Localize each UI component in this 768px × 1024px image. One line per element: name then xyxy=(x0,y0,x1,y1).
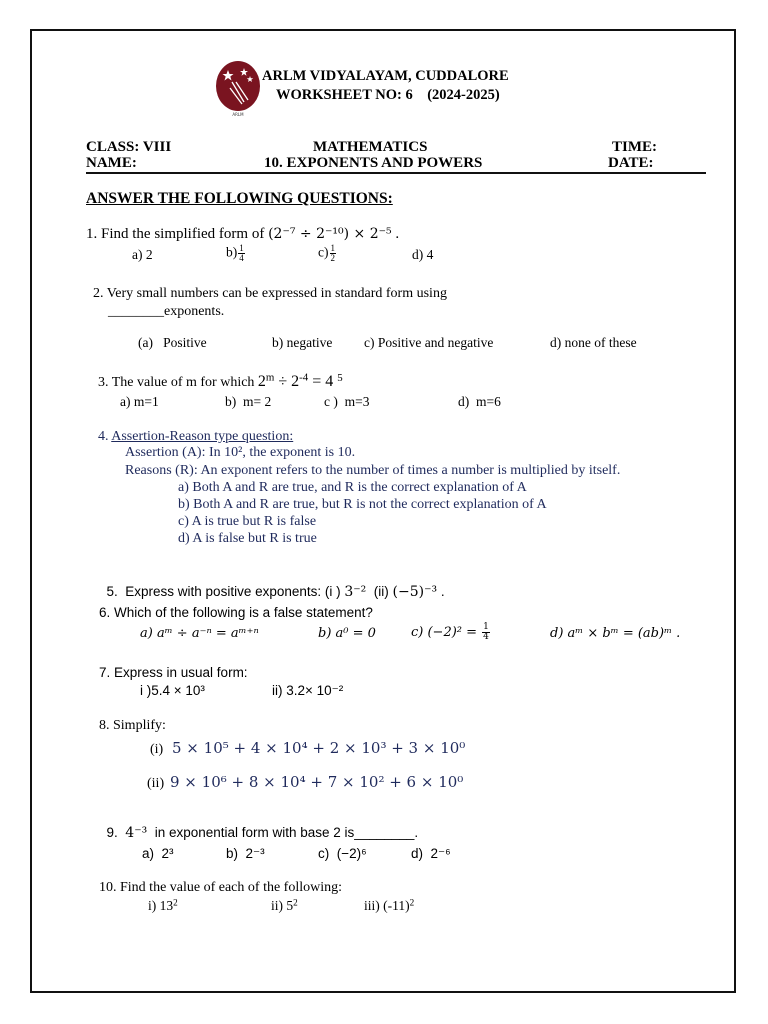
q8-part-ii-label: (ii) xyxy=(147,776,168,791)
answer-blank: ________ xyxy=(108,304,164,319)
instruction-heading: ANSWER THE FOLLOWING QUESTIONS: xyxy=(86,190,393,207)
q9-option-b: b) 2⁻³ xyxy=(226,846,265,861)
q4-option-a: a) Both A and R are true, and R is the correct explanation of A xyxy=(178,480,527,495)
q7-part-i: i )5.4 × 10³ xyxy=(140,683,205,698)
question-8: 8. Simplify: xyxy=(99,718,166,733)
question-7: 7. Express in usual form: xyxy=(99,665,248,680)
question-4-title: 4. Assertion-Reason type question: xyxy=(98,429,294,444)
q6-option-a: a) aᵐ ÷ a⁻ⁿ = aᵐ⁺ⁿ xyxy=(140,626,259,641)
question-3: 3. The value of m for which $2^m \div 2^{-4} = 4$ $^5$ xyxy=(98,371,343,390)
q1-option-a: a) 2 xyxy=(132,247,153,262)
question-9: 9. 4⁻³ in exponential form with base 2 is________. xyxy=(106,825,419,841)
q2-option-a: (a) Positive xyxy=(138,335,207,350)
q7-part-ii: ii) 3.2× 10⁻² xyxy=(272,683,344,698)
date-label: DATE: xyxy=(608,155,654,171)
q8-part-ii-expr: 9 × 10⁶ + 8 × 10⁴ + 7 × 10² + 6 × 10⁰ xyxy=(170,773,464,791)
header-divider xyxy=(86,172,706,174)
q10-part-iii: iii) $(-11)^2$ xyxy=(364,897,415,913)
question-5: 5. Express with positive exponents: (i ) 3⁻² (ii) (−5)⁻³ . xyxy=(106,584,445,600)
q4-reason: Reasons (R): An exponent refers to the number of times a number is multiplied by itself. xyxy=(125,463,621,478)
subject-title: MATHEMATICS xyxy=(313,139,428,155)
q3-option-c: c ) m=3 xyxy=(324,394,370,409)
q6-option-b: b) a⁰ = 0 xyxy=(318,626,376,641)
q1-option-c: c) $\frac{1}{2}$ xyxy=(318,243,335,263)
class-label: CLASS: VIII xyxy=(86,139,172,155)
q4-option-b: b) Both A and R are true, but R is not the correct explanation of A xyxy=(178,497,547,512)
question-6: 6. Which of the following is a false statement? xyxy=(99,605,373,620)
worksheet-number: WORKSHEET NO: 6 (2024-2025) xyxy=(276,87,500,103)
logo-motto: ARLM xyxy=(232,112,244,117)
q4-option-d: d) A is false but R is true xyxy=(178,531,317,546)
question-2: 2. Very small numbers can be expressed in standard form using xyxy=(93,286,447,301)
q2-option-b: b) negative xyxy=(272,335,333,350)
question-1: 1. Find the simplified form of (2⁻⁷ ÷ 2⁻¹⁰) × 2⁻⁵ . xyxy=(86,226,400,242)
time-label: TIME: xyxy=(612,139,657,155)
school-name: ARLM VIDYALAYAM, CUDDALORE xyxy=(262,68,509,84)
q6-option-c: c) (−2)² = $\frac{1}{4}$ xyxy=(411,622,489,642)
q8-part-i-expr: 5 × 10⁵ + 4 × 10⁴ + 2 × 10³ + 3 × 10⁰ xyxy=(172,739,466,757)
q9-option-c: c) (−2)⁶ xyxy=(318,846,367,861)
q2-option-c: c) Positive and negative xyxy=(364,335,494,350)
name-label: NAME: xyxy=(86,155,137,171)
q3-option-b: b) m= 2 xyxy=(225,394,272,409)
question-2-cont: ________exponents. xyxy=(108,304,225,319)
q6-option-d: d) aᵐ × bᵐ = (ab)ᵐ . xyxy=(550,626,681,641)
q3-option-d: d) m=6 xyxy=(458,394,501,409)
question-10: 10. Find the value of each of the following: xyxy=(99,880,342,895)
q10-part-i: i) $13^2$ xyxy=(148,897,178,913)
chapter-title: 10. EXPONENTS AND POWERS xyxy=(264,155,483,171)
q9-option-a: a) 2³ xyxy=(142,846,174,861)
q1-option-b: b) $\frac{1}{4}$ xyxy=(226,243,244,263)
q1-option-d: d) 4 xyxy=(412,247,434,262)
q10-part-ii: ii) $5^2$ xyxy=(271,897,298,913)
q3-option-a: a) m=1 xyxy=(120,394,159,409)
school-logo xyxy=(214,60,262,118)
q4-option-c: c) A is true but R is false xyxy=(178,514,317,529)
q8-part-i-label: (i) xyxy=(150,742,164,757)
q9-option-d: d) 2⁻⁶ xyxy=(411,846,451,861)
q4-assertion: Assertion (A): In 10², the exponent is 10. xyxy=(125,445,356,460)
q2-option-d: d) none of these xyxy=(550,335,637,350)
